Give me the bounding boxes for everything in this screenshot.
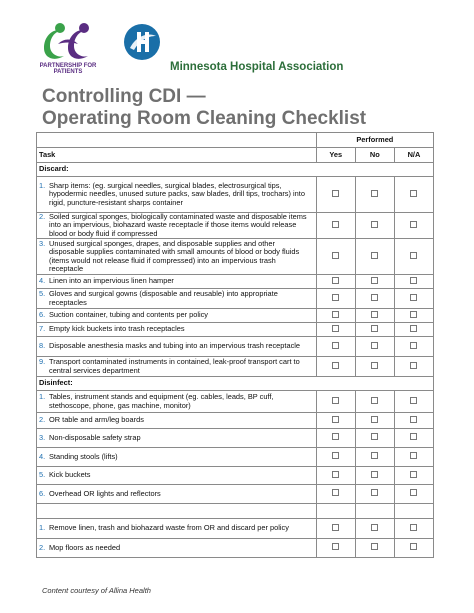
na-checkbox[interactable] — [410, 325, 417, 332]
yes-cell — [316, 357, 355, 377]
na-checkbox[interactable] — [410, 433, 417, 440]
checklist-row — [37, 275, 434, 289]
yes-cell — [316, 323, 355, 337]
yes-header: Yes — [316, 148, 355, 163]
yes-checkbox[interactable] — [332, 190, 339, 197]
task-cell — [37, 485, 317, 504]
yes-cell — [316, 539, 355, 558]
performed-label: Performed — [316, 133, 433, 148]
task-header: Task — [37, 148, 317, 163]
yes-checkbox[interactable] — [332, 489, 339, 496]
yes-cell — [316, 177, 355, 213]
na-header: N/A — [394, 148, 433, 163]
task-cell — [37, 429, 317, 448]
task-text: Unused surgical sponges, drapes, and disposable supplies and other disposable supplies contaminated with small amounts of blood or body fluids (items would not release fluid if compressed) into an impervious trash receptacle — [49, 238, 300, 273]
checklist-row — [37, 485, 434, 504]
item-number: 5. — [39, 470, 46, 480]
no-cell — [355, 429, 394, 448]
na-cell — [394, 429, 433, 448]
no-checkbox[interactable] — [371, 277, 378, 284]
yes-cell — [316, 467, 355, 485]
task-cell — [37, 539, 317, 558]
na-checkbox[interactable] — [410, 221, 417, 228]
na-cell — [394, 289, 433, 309]
yes-checkbox[interactable] — [332, 277, 339, 284]
no-cell — [355, 485, 394, 504]
no-checkbox[interactable] — [371, 342, 378, 349]
checklist-row — [37, 357, 434, 377]
task-cell — [37, 448, 317, 467]
item-number: 2. — [39, 212, 46, 222]
na-checkbox[interactable] — [410, 342, 417, 349]
no-checkbox[interactable] — [371, 471, 378, 478]
item-number: 3. — [39, 432, 46, 442]
checklist-row — [37, 213, 434, 239]
task-cell — [37, 213, 317, 239]
checklist-row — [37, 467, 434, 485]
task-text: Overhead OR lights and reflectors — [49, 488, 161, 498]
no-checkbox[interactable] — [371, 489, 378, 496]
task-cell — [37, 239, 317, 275]
yes-cell — [316, 275, 355, 289]
na-checkbox[interactable] — [410, 252, 417, 259]
discard-section-header — [37, 163, 434, 177]
item-number: 8. — [39, 341, 46, 351]
item-number: 1. — [39, 181, 46, 191]
no-checkbox[interactable] — [371, 311, 378, 318]
item-number: 6. — [39, 310, 46, 320]
task-text: Disposable anesthesia masks and tubing into an impervious trash receptacle — [49, 341, 301, 351]
na-cell — [394, 519, 433, 539]
no-header: No — [355, 148, 394, 163]
no-checkbox[interactable] — [371, 543, 378, 550]
task-cell — [37, 309, 317, 323]
no-checkbox[interactable] — [371, 362, 378, 369]
checklist-row — [37, 239, 434, 275]
yes-cell — [316, 391, 355, 413]
mha-logo-text: Minnesota Hospital Association — [170, 61, 344, 73]
checklist-row — [37, 448, 434, 467]
checklist-row — [37, 413, 434, 429]
no-cell — [355, 309, 394, 323]
item-number: 5. — [39, 289, 46, 299]
no-checkbox[interactable] — [371, 190, 378, 197]
yes-checkbox[interactable] — [332, 524, 339, 531]
no-checkbox[interactable] — [371, 416, 378, 423]
item-number: 2. — [39, 542, 46, 552]
yes-cell — [316, 289, 355, 309]
na-cell — [394, 448, 433, 467]
yes-checkbox[interactable] — [332, 362, 339, 369]
item-number: 1. — [39, 392, 46, 402]
no-cell — [355, 177, 394, 213]
yes-cell — [316, 337, 355, 357]
checklist-row — [37, 177, 434, 213]
na-cell — [394, 213, 433, 239]
mha-logo-icon — [122, 22, 162, 62]
na-cell — [394, 275, 433, 289]
na-checkbox[interactable] — [410, 452, 417, 459]
no-cell — [355, 239, 394, 275]
yes-checkbox[interactable] — [332, 252, 339, 259]
yes-checkbox[interactable] — [332, 433, 339, 440]
task-text: Remove linen, trash and biohazard waste from OR and discard per policy — [49, 523, 289, 533]
disinfect-label: Disinfect: — [37, 377, 434, 391]
yes-checkbox[interactable] — [332, 311, 339, 318]
na-cell — [394, 413, 433, 429]
na-cell — [394, 539, 433, 558]
checklist-row — [37, 391, 434, 413]
page-title: Controlling CDI — Operating Room Cleaning Checklist — [42, 86, 367, 129]
footer-credit: Content courtesy of Allina Health — [42, 586, 151, 595]
checklist-row — [37, 519, 434, 539]
task-cell — [37, 275, 317, 289]
checklist-row — [37, 323, 434, 337]
item-number: 9. — [39, 357, 46, 367]
na-checkbox[interactable] — [410, 416, 417, 423]
task-text: Standing stools (lifts) — [49, 451, 118, 461]
task-text: Soiled surgical sponges, biologically contaminated waste and disposable items into an impervious, biohazard waste receptacle if those items would release blood or body fluid if compressed — [49, 212, 307, 238]
checklist-row — [37, 429, 434, 448]
item-number: 4. — [39, 276, 46, 286]
na-checkbox[interactable] — [410, 294, 417, 301]
yes-checkbox[interactable] — [332, 416, 339, 423]
no-checkbox[interactable] — [371, 294, 378, 301]
na-cell — [394, 177, 433, 213]
no-cell — [355, 413, 394, 429]
partnership-logo-text: PARTNERSHIP FOR PATIENTS — [39, 63, 97, 75]
na-cell — [394, 239, 433, 275]
item-number: 1. — [39, 523, 46, 533]
no-checkbox[interactable] — [371, 452, 378, 459]
na-checkbox[interactable] — [410, 311, 417, 318]
yes-cell — [316, 429, 355, 448]
yes-checkbox[interactable] — [332, 221, 339, 228]
no-cell — [355, 213, 394, 239]
na-checkbox[interactable] — [410, 489, 417, 496]
task-cell — [37, 467, 317, 485]
yes-cell — [316, 485, 355, 504]
na-cell — [394, 357, 433, 377]
yes-cell — [316, 239, 355, 275]
task-text: OR table and arm/leg boards — [49, 415, 144, 425]
yes-checkbox[interactable] — [332, 342, 339, 349]
yes-cell — [316, 213, 355, 239]
na-cell — [394, 309, 433, 323]
no-cell — [355, 519, 394, 539]
column-header-row — [37, 148, 434, 163]
item-number: 3. — [39, 238, 46, 248]
task-text: Suction container, tubing and contents per policy — [49, 310, 209, 320]
yes-cell — [316, 309, 355, 323]
task-cell — [37, 391, 317, 413]
yes-checkbox[interactable] — [332, 471, 339, 478]
yes-cell — [316, 448, 355, 467]
item-number: 6. — [39, 488, 46, 498]
task-text: Kick buckets — [49, 470, 91, 480]
task-text: Non-disposable safety strap — [49, 432, 141, 442]
item-number: 2. — [39, 415, 46, 425]
yes-checkbox[interactable] — [332, 325, 339, 332]
yes-checkbox[interactable] — [332, 397, 339, 404]
no-cell — [355, 357, 394, 377]
task-text: Tables, instrument stands and equipment (eg. cables, leads, BP cuff, stethoscope, phone, gas machine, monitor) — [49, 392, 274, 410]
task-text: Sharp items: (eg. surgical needles, surgical blades, electrosurgical tips, hypodermic needles, unused suture packs, saw blades, drill tips, trochars) into rigid, puncture-resistant sharps container — [49, 181, 305, 207]
no-cell — [355, 391, 394, 413]
task-cell — [37, 519, 317, 539]
yes-cell — [316, 413, 355, 429]
checklist-table — [36, 132, 434, 558]
disinfect-section-header — [37, 377, 434, 391]
performed-header-row — [37, 133, 434, 148]
no-cell — [355, 448, 394, 467]
task-cell — [37, 177, 317, 213]
no-checkbox[interactable] — [371, 397, 378, 404]
checklist-row — [37, 289, 434, 309]
na-checkbox[interactable] — [410, 362, 417, 369]
item-number: 4. — [39, 451, 46, 461]
no-checkbox[interactable] — [371, 221, 378, 228]
na-checkbox[interactable] — [410, 524, 417, 531]
task-text: Transport contaminated instruments in contained, leak-proof transport cart to central services department — [49, 357, 300, 375]
na-checkbox[interactable] — [410, 397, 417, 404]
item-number: 7. — [39, 324, 46, 334]
na-checkbox[interactable] — [410, 471, 417, 478]
task-cell — [37, 289, 317, 309]
no-checkbox[interactable] — [371, 433, 378, 440]
no-cell — [355, 275, 394, 289]
task-cell — [37, 413, 317, 429]
task-text: Gloves and surgical gowns (disposable and reusable) into appropriate receptacles — [49, 289, 278, 307]
task-cell — [37, 337, 317, 357]
no-cell — [355, 323, 394, 337]
no-checkbox[interactable] — [371, 325, 378, 332]
na-cell — [394, 323, 433, 337]
na-cell — [394, 485, 433, 504]
yes-checkbox[interactable] — [332, 294, 339, 301]
task-text: Empty kick buckets into trash receptacles — [49, 324, 185, 334]
no-cell — [355, 337, 394, 357]
yes-checkbox[interactable] — [332, 543, 339, 550]
checklist-row — [37, 539, 434, 558]
checklist-row — [37, 337, 434, 357]
task-cell — [37, 323, 317, 337]
na-checkbox[interactable] — [410, 277, 417, 284]
no-checkbox[interactable] — [371, 252, 378, 259]
yes-cell — [316, 519, 355, 539]
discard-label: Discard: — [37, 163, 434, 177]
na-cell — [394, 337, 433, 357]
task-text: Mop floors as needed — [49, 542, 121, 552]
no-cell — [355, 289, 394, 309]
na-checkbox[interactable] — [410, 543, 417, 550]
blank-row — [37, 504, 434, 519]
no-cell — [355, 467, 394, 485]
yes-checkbox[interactable] — [332, 452, 339, 459]
no-cell — [355, 539, 394, 558]
task-cell — [37, 357, 317, 377]
checklist-row — [37, 309, 434, 323]
na-cell — [394, 391, 433, 413]
no-checkbox[interactable] — [371, 524, 378, 531]
na-checkbox[interactable] — [410, 190, 417, 197]
na-cell — [394, 467, 433, 485]
task-text: Linen into an impervious linen hamper — [49, 276, 174, 286]
